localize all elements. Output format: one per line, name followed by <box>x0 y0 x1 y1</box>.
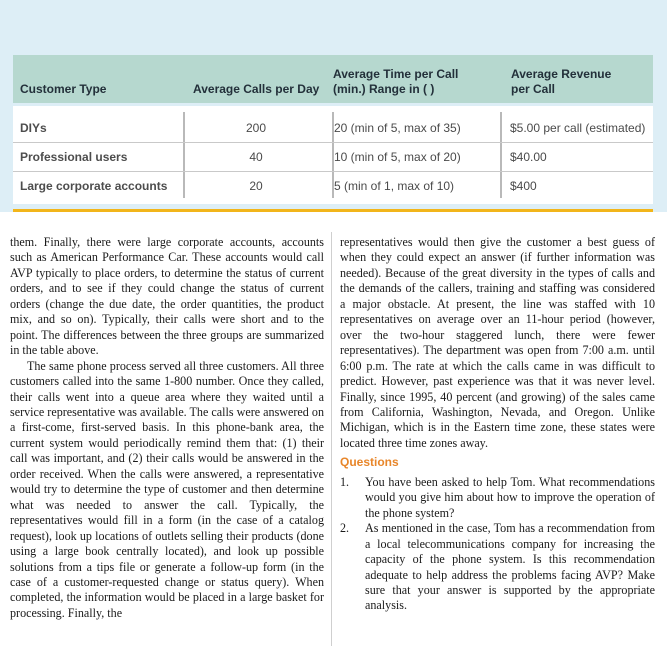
question-number: 2. <box>340 521 350 536</box>
body-column-right <box>340 235 655 614</box>
cell-customer-type: Professional users <box>20 150 128 164</box>
summary-table-panel <box>0 0 667 212</box>
table-row <box>13 143 653 171</box>
list-item <box>340 475 655 521</box>
table-bottom-rule <box>13 209 653 212</box>
questions-heading: Questions <box>340 455 399 470</box>
cell-calls: 40 <box>249 150 263 164</box>
cell-revenue: $40.00 <box>510 150 547 164</box>
column-gutter-rule <box>331 232 332 646</box>
cell-time: 5 (min of 1, max of 10) <box>334 179 455 193</box>
header-time-per-call: Average Time per Call (min.) Range in ( ) <box>333 67 459 96</box>
cell-revenue: $400 <box>510 179 537 193</box>
table-body <box>13 106 653 204</box>
cell-calls: 200 <box>245 121 267 135</box>
cell-time: 10 (min of 5, max of 20) <box>334 150 461 164</box>
table-header <box>13 55 653 103</box>
cell-calls: 20 <box>249 179 263 193</box>
body-column-left <box>10 235 324 621</box>
header-calls-per-day: Average Calls per Day <box>193 82 320 96</box>
paragraph: them. Finally, there were large corporate accounts, accounts such as American Performance Car. These accounts would call AVP typically to place orders, to determine the status of current orders, and to see if they could change the status of current orders (change the due date, the order quantities, the product mix, and so on). Typically, their calls were short and to the point. The differences between the three groups are summarized in the table above. <box>10 235 324 358</box>
cell-customer-type: DIYs <box>20 121 47 135</box>
cell-customer-type: Large corporate accounts <box>20 179 168 193</box>
table-row <box>13 114 653 142</box>
header-revenue-per-call: Average Revenue per Call <box>511 67 612 96</box>
list-item <box>340 521 655 614</box>
table-row <box>13 172 653 200</box>
paragraph: representatives would then give the customer a best guess of when they could expect an answer (if further information was needed). Because of the great diversity in the types of calls and the demands of the callers, training and staffing was considered a major obstacle. At present, the line was staffed with 10 representatives on average over an 11-hour period (however, over the two-hour staggered lunch, there were fewer representatives). The department was open from 7:00 a.m. until 6:00 p.m. The rate at which the calls came in was difficult to predict. However, past experience was that it was never level. Finally, since 1995, 40 percent (and growing) of the sales came from California, Washington, Nevada, and Oregon. Unlike Michigan, which is in the Eastern time zone, these states were located three time zones away. <box>340 235 655 450</box>
question-text: As mentioned in the case, Tom has a recommendation from a local telecommunications company for increasing the capacity of the phone system. Is this recommendation adequate to help address the problems facing AVP? Make sure that your answer is supported by the appropriate analysis. <box>365 521 655 613</box>
question-number: 1. <box>340 474 350 489</box>
paragraph: The same phone process served all three customers. All three customers called into the same 1-800 number. Once they called, their calls went into a queue area where they waited until a service representative was available. The calls were answered on a first-come, first-served basis. In this phone-bank area, the current system would periodically remind them that: (1) their call was important, and (2) their calls would be answered in the order received. When the calls were answered, a representative would try to determine the type of customer and then determine what was needed to answer the call. Typically, the representatives would fill in a form (in the case of a catalog request), look up locations of outlets selling their products (done using a large book centrally located), and look up possible solutions from a tips file or generate a follow-up form (in the case of a customer-requested change or status query). When completed, the information would be placed in a large basket for processing. Finally, the <box>10 358 324 620</box>
header-customer-type: Customer Type <box>20 82 107 96</box>
cell-revenue: $5.00 per call (estimated) <box>510 121 646 135</box>
question-text: You have been asked to help Tom. What recommendations would you give him about how to improve the operation of the phone system? <box>365 474 655 520</box>
cell-time: 20 (min of 5, max of 35) <box>334 121 461 135</box>
questions-list <box>340 475 655 614</box>
